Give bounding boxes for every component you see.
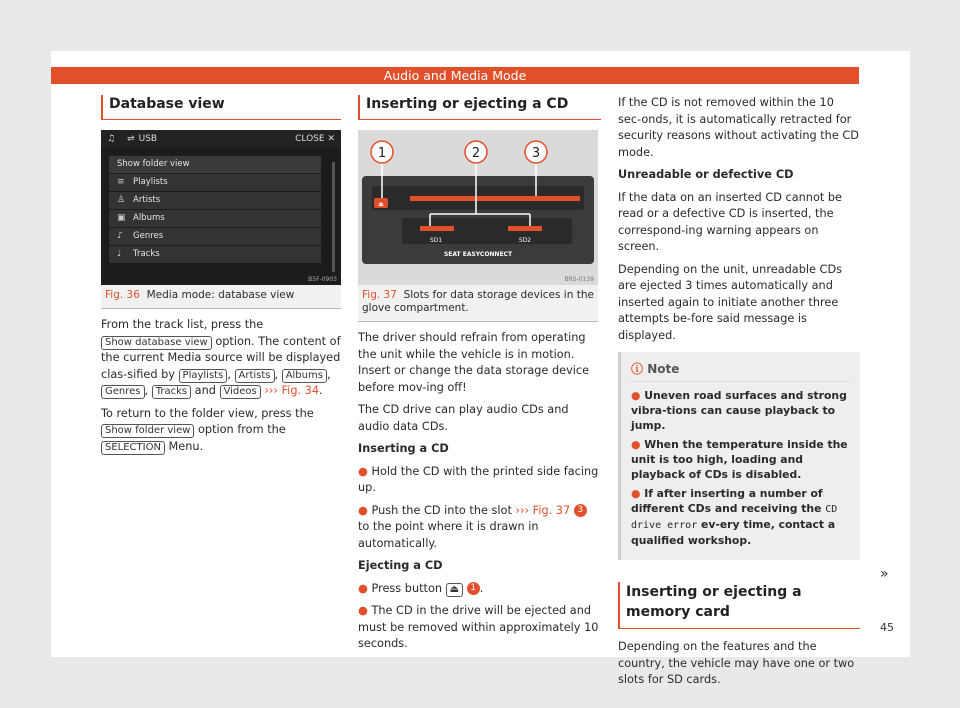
figure-36 — [101, 130, 341, 309]
callout-3: 3 — [531, 146, 541, 161]
playlists-button[interactable]: Playlists — [179, 369, 228, 383]
column-cd-continued — [618, 95, 860, 695]
screen-source-label: USB — [138, 134, 158, 144]
album-icon: ▣ — [117, 213, 126, 223]
figure-37-caption: Fig. 37 Slots for data storage devices in the glove compartment. — [358, 285, 598, 321]
screen-topbar — [101, 130, 341, 148]
screen-menu — [109, 156, 321, 264]
bullet-cd-ejected: ● The CD in the drive will be ejected and must be removed within approximately 10 seconds. — [358, 604, 599, 650]
column-cd — [358, 95, 601, 659]
callout-1: 1 — [377, 146, 387, 161]
figure-36-caption: Fig. 36 Media mode: database view — [101, 285, 341, 308]
bullet-hold-cd: ● Hold the CD with the printed side facing up. — [358, 464, 599, 494]
note-list — [631, 388, 850, 548]
note-title: ⓘ Note — [631, 360, 850, 382]
svg-text:⏏: ⏏ — [378, 201, 384, 208]
callout-2: 2 — [471, 146, 481, 161]
column-database-view — [101, 95, 341, 461]
music-note-icon: ♫ — [107, 134, 116, 144]
heading-inserting-cd: Inserting a CD — [358, 442, 449, 455]
screen-scrollbar[interactable] — [332, 162, 335, 272]
track-icon: ♩ — [117, 249, 122, 259]
figure-code: BRS-0139 — [564, 276, 594, 283]
info-icon: ⓘ — [631, 362, 644, 376]
note-item: ● Uneven road surfaces and strong vibra-tions can cause playback to jump. — [631, 389, 847, 432]
figure-code: B5F-0903 — [308, 276, 337, 283]
playlist-icon: ≡ — [117, 177, 125, 187]
fig-37-link[interactable]: ››› Fig. 37 — [515, 503, 571, 517]
brand-label: SEAT EASYCONNECT — [443, 251, 513, 258]
cd-slot-illustration — [358, 130, 598, 285]
paragraph-unreadable: If the data on an inserted CD cannot be read or a defective CD is inserted, the correspond-ing warning appears on screen. — [618, 190, 843, 253]
paragraph-database: From the track list, press the Show database view option. The content of the current Media source will be displayed clas-sified by Playlists , Artists , Albums , Genres , Tracks and Videos ››› Fig. 34. — [101, 318, 341, 397]
chapter-header: Audio and Media Mode — [51, 67, 859, 84]
genre-icon: ♪ — [117, 231, 123, 241]
continue-indicator: » — [880, 566, 889, 582]
eject-icon[interactable]: ⏏ — [446, 583, 463, 597]
note-item: ● When the temperature inside the unit is too high, loading and playback of CDs is disabled. — [631, 438, 848, 481]
figure-37 — [358, 130, 598, 322]
screen-close-button[interactable]: CLOSE ✕ — [295, 134, 335, 144]
paragraph-cd-drive: The CD drive can play audio CDs and audio data CDs. — [358, 403, 569, 433]
show-database-view-button[interactable]: Show database view — [101, 336, 212, 350]
tracks-button[interactable]: Tracks — [152, 385, 191, 399]
menu-item-tracks[interactable]: ♩ Tracks — [109, 246, 321, 263]
paragraph-sd-slots: Depending on the features and the country, the vehicle may have one or two slots for SD cards. — [618, 640, 855, 686]
sd1-label: SD1 — [429, 237, 443, 244]
genres-button[interactable]: Genres — [101, 385, 145, 399]
heading-ejecting-cd: Ejecting a CD — [358, 559, 443, 572]
menu-item-artists[interactable]: ♙ Artists — [109, 192, 321, 209]
selection-button[interactable]: SELECTION — [101, 441, 165, 455]
page-number: 45 — [880, 621, 894, 634]
videos-button[interactable]: Videos — [220, 385, 261, 399]
paragraph-retract: If the CD is not removed within the 10 sec-onds, it is automatically retracted for security reasons without activating the CD mode. — [618, 96, 859, 159]
media-screen — [101, 130, 341, 285]
section-title-cd: Inserting or ejecting a CD — [358, 95, 601, 120]
show-folder-view-button[interactable]: Show folder view — [101, 424, 194, 438]
callout-badge-3: 3 — [574, 504, 587, 517]
callout-badge-1: 1 — [467, 582, 480, 595]
section-title-memory-card: Inserting or ejecting a memory card — [618, 582, 860, 629]
note-item: ● If after inserting a number of different CDs and receiving the CD drive error ev-ery time, contact a qualified workshop. — [631, 487, 838, 547]
bullet-press-button: ● Press button ⏏ 1 . — [358, 581, 484, 595]
sd2-label: SD2 — [518, 237, 532, 244]
paragraph-attempts: Depending on the unit, unreadable CDs are ejected 3 times automatically and inserted again to initiate another three attempts be-fore said message is displayed. — [618, 262, 843, 342]
paragraph-folder-view: To return to the folder view, press the Show folder view option from the SELECTION Menu. — [101, 406, 314, 453]
menu-item-playlists[interactable]: ≡ Playlists — [109, 174, 321, 191]
close-icon: ✕ — [327, 134, 335, 144]
fig-34-link[interactable]: ››› Fig. 34 — [264, 384, 320, 397]
menu-item-genres[interactable]: ♪ Genres — [109, 228, 321, 245]
artists-button[interactable]: Artists — [235, 369, 275, 383]
artist-icon: ♙ — [117, 195, 126, 205]
section-title-database-view: Database view — [101, 95, 341, 120]
usb-icon: ⇌ — [127, 134, 135, 144]
cd-slot-drawing — [358, 130, 598, 285]
bullet-push-cd: ● Push the CD into the slot ››› Fig. 37 3 to the point where it is drawn in automatically. — [358, 503, 601, 553]
menu-item-show-folder-view[interactable]: Show folder view — [109, 156, 321, 173]
paragraph-driver: The driver should refrain from operating the unit while the vehicle is in motion. Insert or change the data storage device before mov-ing off! — [358, 331, 590, 394]
heading-unreadable-cd: Unreadable or defective CD — [618, 168, 794, 181]
menu-item-albums[interactable]: ▣ Albums — [109, 210, 321, 227]
albums-button[interactable]: Albums — [282, 369, 327, 383]
note-box — [618, 352, 860, 560]
